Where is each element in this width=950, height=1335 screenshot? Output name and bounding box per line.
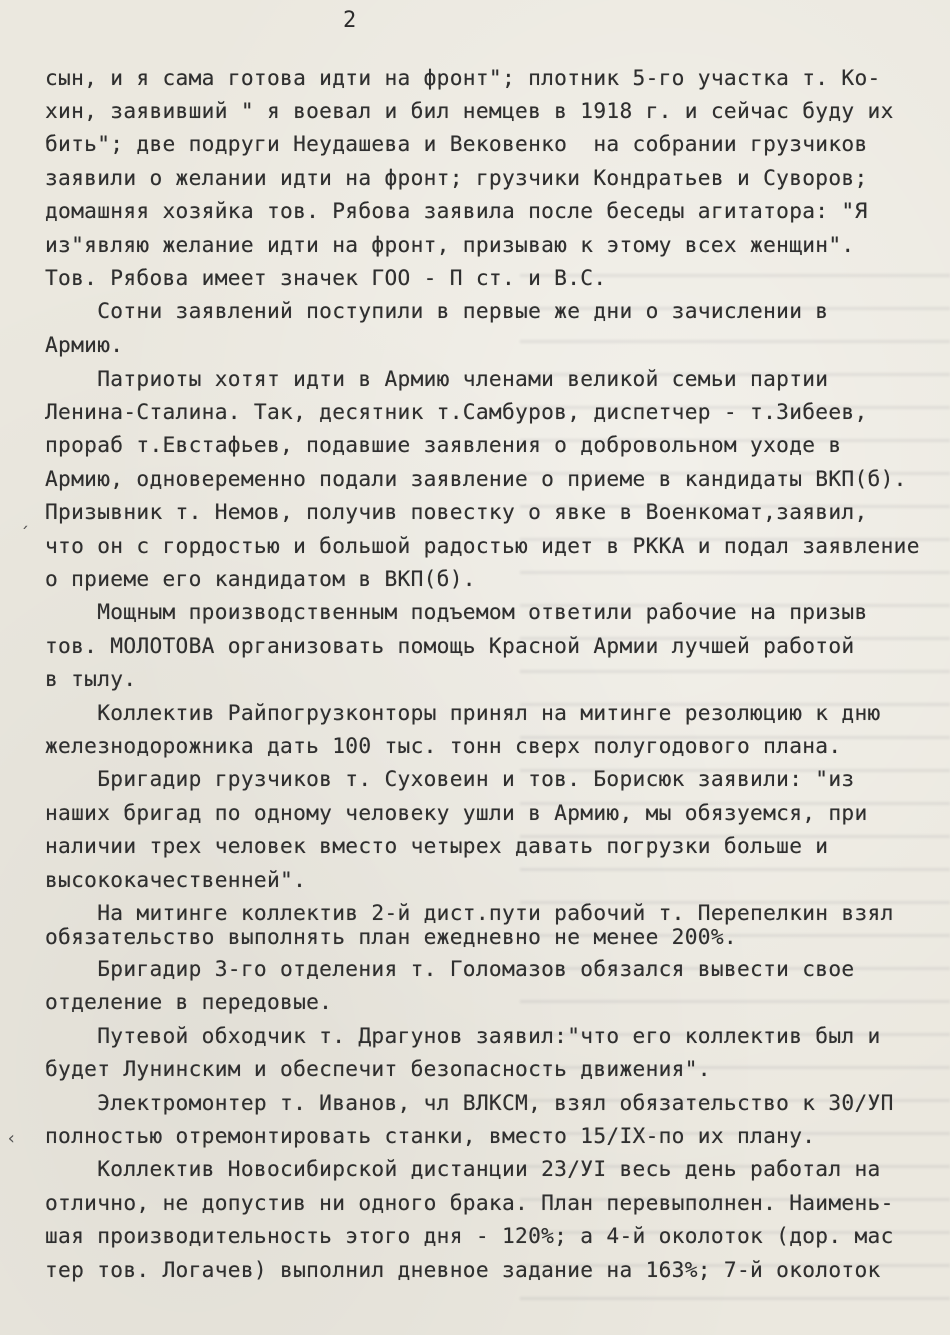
text-line: отделение в передовые. — [45, 989, 333, 1014]
text-line: Призывник т. Немов, получив повестку о явке в Военкомат,заявил, — [45, 499, 868, 524]
text-line: Коллектив Новосибирской дистанции 23/УI весь день работал на — [45, 1156, 881, 1181]
text-line: отлично, не допустив ни одного брака. План перевыполнен. Наимень- — [45, 1190, 894, 1215]
text-line: обязательство выполнять план ежедневно не менее 200%. — [45, 924, 737, 949]
text-line: шая производительность этого дня - 120%; а 4-й околоток (дор. мас — [45, 1223, 894, 1248]
text-line: в тылу. — [45, 666, 137, 691]
text-line: Бригадир грузчиков т. Суховеин и тов. Борисюк заявили: "из — [45, 766, 855, 791]
text-line: хин, заявивший " я воевал и бил немцев в 1918 г. и сейчас буду их — [45, 98, 894, 123]
text-line: Ленина-Сталина. Так, десятник т.Самбуров, диспетчер - т.Зибеев, — [45, 399, 868, 424]
text-line: Армию. — [45, 332, 124, 357]
page-number: 2 — [343, 8, 358, 33]
text-line: Бригадир 3-го отделения т. Голомазов обязался вывести свое — [45, 956, 855, 981]
text-line: из"являю желание идти на фронт, призываю к этому всех женщин". — [45, 232, 855, 257]
text-line: Сотни заявлений поступили в первые же дни о зачислении в — [45, 298, 829, 323]
text-line: прораб т.Евстафьев, подавшие заявления о добровольном уходе в — [45, 432, 842, 457]
text-line: тер тов. Логачев) выполнил дневное задание на 163%; 7-й околоток — [45, 1257, 881, 1282]
text-line: Коллектив Райпогрузконторы принял на митинге резолюцию к дню — [45, 700, 881, 725]
text-line: На митинге коллектив 2-й дист.пути рабочий т. Перепелкин взял — [45, 900, 894, 925]
text-line: высококачественней". — [45, 867, 307, 892]
text-line: наличии трех человек вместо четырех давать погрузки больше и — [45, 833, 829, 858]
text-line: бить"; две подруги Неудашева и Вековенко на собрании грузчиков — [45, 131, 868, 156]
text-line: будет Лунинским и обеспечит безопасность движения". — [45, 1056, 711, 1081]
margin-tick-mark: ˏ — [20, 508, 31, 529]
text-line: Тов. Рябова имеет значек ГОО - П ст. и В.С. — [45, 265, 607, 290]
text-line: Армию, одновеременно подали заявление о приеме в кандидаты ВКП(б). — [45, 466, 907, 491]
text-line: что он с гордостью и большой радостью идет в РККА и подал заявление — [45, 533, 920, 558]
text-line: тов. МОЛОТОВА организовать помощь Красной Армии лучшей работой — [45, 633, 855, 658]
text-line: полностью отремонтировать станки, вместо 15/IX-по их плану. — [45, 1123, 816, 1148]
text-line: Электромонтер т. Иванов, чл ВЛКСМ, взял обязательство к 30/УП — [45, 1090, 894, 1115]
text-line: домашняя хозяйка тов. Рябова заявила после беседы агитатора: "Я — [45, 198, 868, 223]
margin-arrow-mark: ‹ — [6, 1128, 17, 1149]
text-line: Путевой обходчик т. Драгунов заявил:"что его коллектив был и — [45, 1023, 881, 1048]
text-line: о приеме его кандидатом в ВКП(б). — [45, 566, 476, 591]
text-line: заявили о желании идти на фронт; грузчики Кондратьев и Суворов; — [45, 165, 868, 190]
text-line: Патриоты хотят идти в Армию членами великой семьи партии — [45, 366, 829, 391]
text-line: железнодорожника дать 100 тыс. тонн сверх полугодового плана. — [45, 733, 842, 758]
text-line: наших бригад по одному человеку ушли в Армию, мы обязуемся, при — [45, 800, 868, 825]
text-line: сын, и я сама готова идти на фронт"; плотник 5-го участка т. Ко- — [45, 65, 881, 90]
text-line: Мощным производственным подъемом ответили рабочие на призыв — [45, 599, 868, 624]
